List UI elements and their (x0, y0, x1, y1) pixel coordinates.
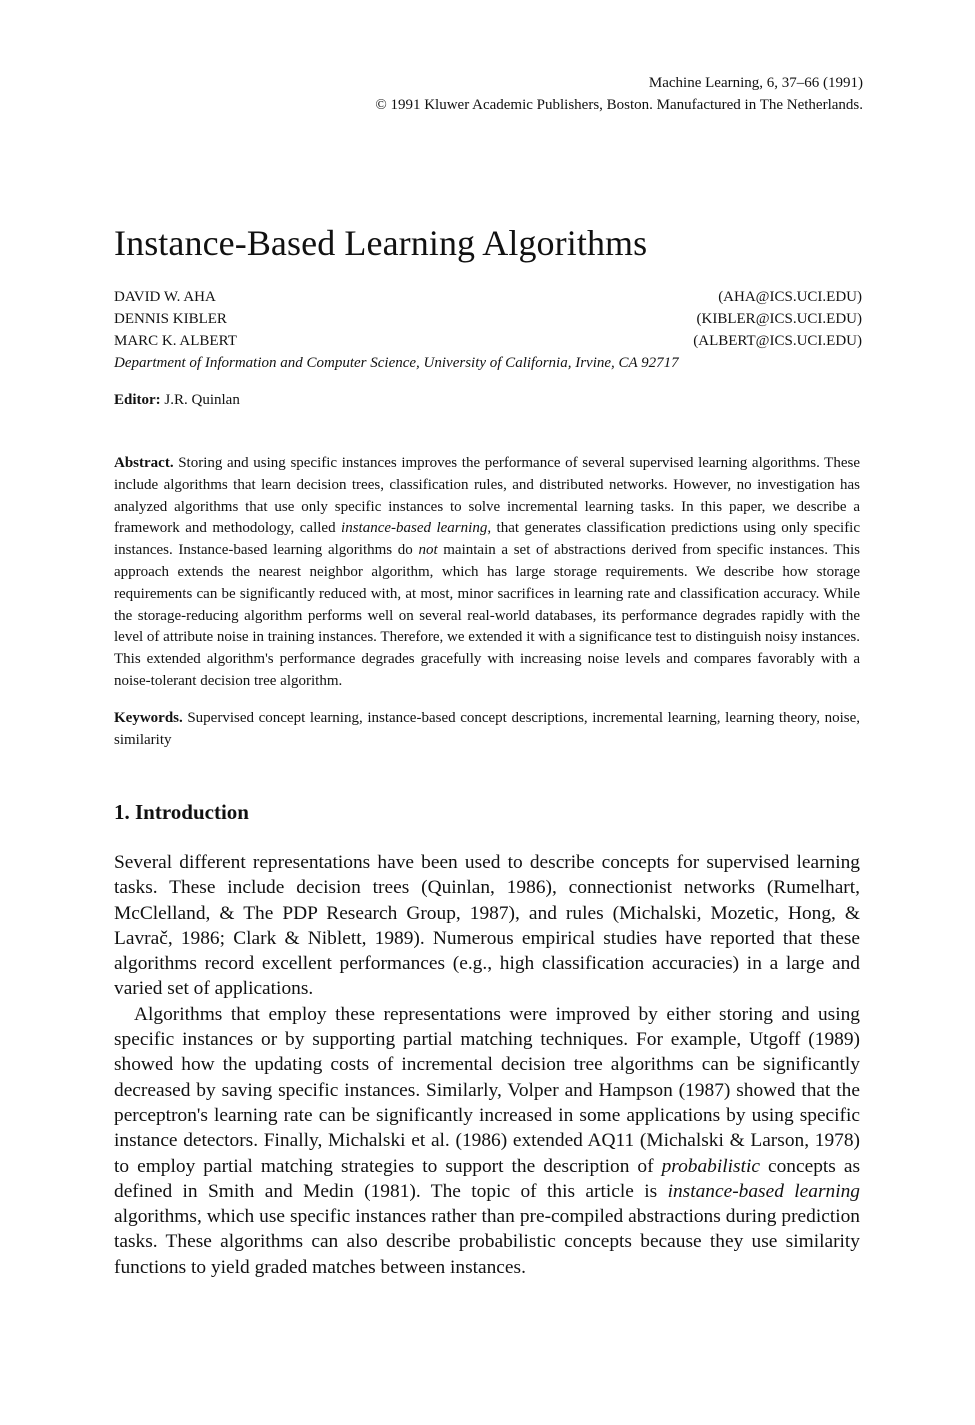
introduction-body (114, 850, 860, 1280)
abstract-emphasis: instance-based learning (341, 520, 488, 537)
abstract-text: Storing and using specific instances improves the performance of several supervised learning algorithms. These include algorithms that learn decision trees, classification rules, and distributed networks. However, no investigation has analyzed algorithms that use only specific instances to solve incremental learning tasks. In this paper, we describe a framework and methodology, called (114, 455, 861, 537)
keywords-label: Keywords. (114, 710, 183, 726)
abstract-label: Abstract. (114, 455, 174, 471)
keywords-text: Supervised concept learning, instance-based concept descriptions, incremental learning, learning theory, noise, similarity (114, 710, 860, 748)
abstract-text: , that generates classification predictions using only specific instances. Instance-based learning algorithms do (114, 520, 861, 559)
editor-line (114, 392, 240, 409)
author-email: (AHA@ICS.UCI.EDU) (718, 289, 862, 305)
journal-citation: Machine Learning, 6, 37–66 (1991) (648, 75, 863, 91)
author-block (114, 286, 862, 374)
editor-label: Editor: (114, 392, 161, 408)
keywords (114, 708, 860, 752)
abstract-emphasis: not (418, 542, 438, 559)
abstract-text: maintain a set of abstractions derived from specific instances. This approach extends the nearest neighbor algorithm, which has large storage requirements. We describe how storage requirements can be significantly reduced with, at most, minor sacrifices in learning rate and classification accuracy. While the storage-reducing algorithm performs well on several real-world databases, its performance degrades rapidly with the level of attribute noise in training instances. Therefore, we extended it with a significance test to distinguish noisy instances. This extended algorithm's performance degrades gracefully with increasing noise levels and compares favorably with a noise-tolerant decision tree algorithm. (114, 542, 860, 689)
paper-title: Instance-Based Learning Algorithms (114, 223, 648, 263)
author-name: DAVID W. AHA (114, 289, 216, 305)
abstract (114, 453, 860, 693)
intro-paragraph-1: Several different representations have been used to describe concepts for supervised learning tasks. These include decision trees (Quinlan, 1986), connectionist networks (Rumelhart, McClelland, & The PDP Research Group, 1987), and rules (Michalski, Mozetic, Hong, & Lavrač, 1986; Clark & Niblett, 1989). Numerous empirical studies have reported that these algorithms record excellent performances (e.g., high classification accuracies) in a large and varied set of applications. (114, 852, 860, 1000)
intro-text: concepts as defined in Smith and Medin (1981). The topic of this article is (114, 1155, 861, 1202)
author-name: MARC K. ALBERT (114, 333, 237, 349)
author-name: DENNIS KIBLER (114, 311, 227, 327)
intro-emphasis: instance-based learning (667, 1180, 860, 1202)
intro-paragraph-2 (114, 1002, 860, 1280)
intro-emphasis: probabilistic (661, 1155, 760, 1177)
author-row (114, 308, 862, 330)
author-row (114, 330, 862, 352)
intro-text: algorithms, which use specific instances rather than pre-compiled abstractions during prediction tasks. These algorithms can also describe probabilistic concepts because they use similarity functions to yield graded matches between instances. (114, 1206, 860, 1278)
author-email: (ALBERT@ICS.UCI.EDU) (693, 333, 862, 349)
intro-text: Algorithms that employ these representations were improved by either storing and using specific instances or by supporting partial matching techniques. For example, Utgoff (1989) showed how the updating costs of incremental decision tree algorithms can be significantly decreased by saving specific instances. Similarly, Volper and Hampson (1987) showed that the perceptron's learning rate can be significantly increased in some applications by using specific instance detectors. Finally, Michalski et al. (1986) extended AQ11 (Michalski & Larson, 1978) to employ partial matching strategies to support the description of (114, 1003, 860, 1177)
author-row (114, 286, 862, 308)
author-email: (KIBLER@ICS.UCI.EDU) (696, 311, 862, 327)
section-heading-introduction: 1. Introduction (114, 800, 249, 824)
journal-header (375, 72, 863, 116)
publisher-line: © 1991 Kluwer Academic Publishers, Boston. Manufactured in The Netherlands. (375, 97, 863, 113)
affiliation: Department of Information and Computer Science, University of California, Irvine, CA 92717 (114, 355, 679, 371)
editor-name: J.R. Quinlan (164, 392, 240, 408)
